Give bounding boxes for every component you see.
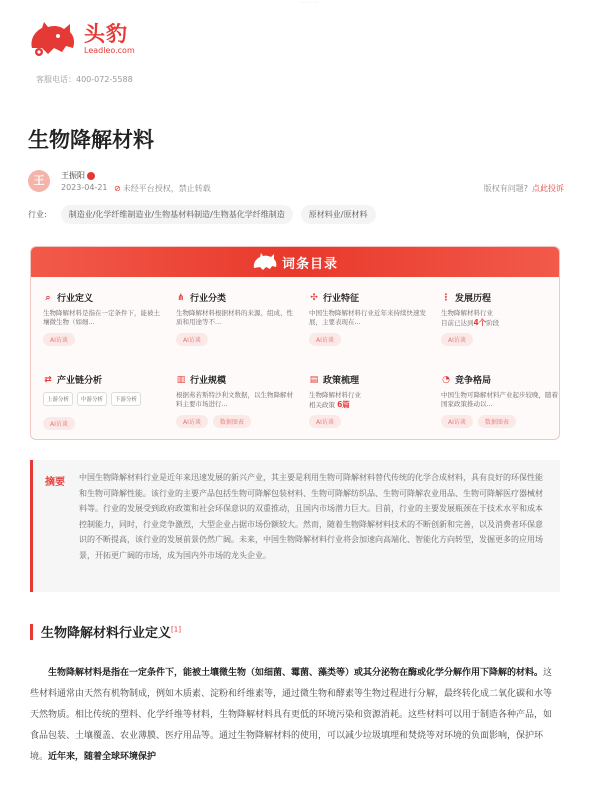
toc-desc-mid: 目前已达到 <box>441 319 474 327</box>
data-chart-chip[interactable]: 数据图表 <box>213 415 251 428</box>
toc-item-desc: 中国生物可降解材料产业起步较晚，随着国家政策推动以... <box>441 391 558 408</box>
toc-item-competition[interactable] <box>441 373 559 428</box>
industry-label: 行业: <box>28 210 47 219</box>
section-title-text: 生物降解材料行业定义 <box>41 626 172 641</box>
ban-icon: ⊘ <box>114 184 121 193</box>
author-name-line <box>61 170 95 181</box>
bar-chart-icon: ▥ <box>176 374 186 385</box>
toc-item-title: 行业规模 <box>190 376 227 386</box>
ai-interview-chip[interactable]: AI访谈 <box>441 415 473 428</box>
section-bar <box>30 624 33 640</box>
leopard-logo-icon <box>28 18 78 60</box>
toc-item-title-row <box>309 291 427 304</box>
toc-item-desc: 中国生物降解材料行业近年来持续快速发展，主要表现在... <box>309 309 426 326</box>
pie-chart-icon: ◔ <box>442 374 450 385</box>
industry-row <box>28 205 384 224</box>
copyright-report <box>484 183 564 194</box>
toc-item-chips <box>441 415 559 428</box>
ai-interview-chip[interactable]: AI访谈 <box>43 417 75 430</box>
toc-item-chips <box>43 333 161 346</box>
verified-badge-icon <box>87 172 95 180</box>
toc-panel <box>30 246 560 440</box>
toc-desc-mid: 相关政策 <box>309 401 335 409</box>
timeline-icon: ⋮ <box>441 292 451 303</box>
search-chart-icon: ⌕ <box>45 292 51 303</box>
toc-title: 词条目录 <box>281 256 338 272</box>
copyright-question: 版权有问题? <box>483 184 528 193</box>
toc-item-chips <box>176 333 294 346</box>
toc-item-title: 发展历程 <box>455 294 492 304</box>
toc-item-desc: 生物降解材料根据材料的来源、组成、性质和用途等不... <box>176 309 293 326</box>
logo-text <box>84 22 135 56</box>
toc-item-desc <box>309 391 427 409</box>
toc-item-desc: 根据弗若斯特沙利文数据，以生物降解材料主要市场进行... <box>176 391 293 408</box>
toc-item-title: 行业定义 <box>57 294 94 304</box>
toc-item-title-row <box>441 373 559 386</box>
toc-item-classification[interactable] <box>176 291 294 346</box>
report-link[interactable]: 点此投诉 <box>532 184 564 193</box>
toc-desc-prefix: 生物降解材料行业 <box>309 391 361 399</box>
toc-item-title-row <box>43 291 161 304</box>
abstract-text: 中国生物降解材料行业是近年来迅速发展的新兴产业，其主要是利用生物可降解材料替代传统的化学合成材料，具有良好的环保性能和生物可降解性能。该行业的主要产品包括生物可降解包装材料、生物可降解纺织品、生物可降解农业用品、生物可降解医疗器械材料等。行业的发展受到政府政策和社会环保意识的双重推动，且国内市场潜力巨大。目前，行业的主要发展瓶颈在于技术水平和成本控制能力，同时，行业竞争激烈，大型企业占据市场份额较大。然而，随着生物降解材料技术的不断创新和完善，以及消费者环保意识的不断提高，该行业的发展前景仍然广阔。未来，中国生物降解材料行业将会加速向高端化、智能化方向转型，发掘更多的应用场景，开拓更广阔的市场，成为国内外市场的龙头企业。 <box>79 473 543 560</box>
industry-tag[interactable]: 制造业/化学纤维制造业/生物基材料制造/生物基化学纤维制造 <box>61 205 293 224</box>
abstract-label: 摘要 <box>45 477 65 488</box>
toc-item-chips <box>441 333 559 346</box>
toc-item-history[interactable] <box>441 291 559 346</box>
toc-item-chips <box>43 417 161 430</box>
avatar[interactable]: 王 <box>28 170 50 192</box>
toc-item-title-row <box>176 373 294 386</box>
leopard-icon <box>252 252 278 272</box>
author-row <box>28 170 564 194</box>
top-watermark: ··· ··· ··· <box>300 0 318 6</box>
toc-item-title: 政策梳理 <box>323 376 360 386</box>
chain-subchips <box>43 392 161 406</box>
toc-desc-prefix: 生物降解材料行业 <box>441 309 493 317</box>
section-title <box>41 622 181 641</box>
toc-item-desc: 生物降解材料是指在一定条件下，能被土壤微生物（如细... <box>43 309 160 326</box>
ai-interview-chip[interactable]: AI访谈 <box>176 415 208 428</box>
page-title: 生物降解材料 <box>28 128 154 152</box>
upstream-chip[interactable]: 上游分析 <box>43 392 73 406</box>
toc-item-title-row <box>441 291 559 304</box>
ai-interview-chip[interactable]: AI访谈 <box>43 333 75 346</box>
toc-item-chips <box>176 415 294 428</box>
body-bold-lead: 生物降解材料是指在一定条件下，能被土壤微生物（如细菌、霉菌、藻类等）或其分泌物在酶或化学分解作用下降解的材料。 <box>48 668 544 678</box>
body-bold-tail: 近年来，随着全球环境保护 <box>48 752 157 762</box>
industry-tag[interactable]: 原材料业/原材料 <box>301 205 376 224</box>
publish-date: 2023-04-21 <box>61 183 108 192</box>
chain-icon: ⇄ <box>44 374 52 385</box>
footnote-ref[interactable]: [1] <box>171 625 181 634</box>
ai-interview-chip[interactable]: AI访谈 <box>441 333 473 346</box>
service-phone: 客服电话：400-072-5588 <box>36 75 133 84</box>
toc-item-policy[interactable] <box>309 373 427 428</box>
no-repost-text: 未经平台授权，禁止转载 <box>122 184 211 193</box>
no-repost-notice <box>114 183 211 194</box>
toc-item-title-row <box>176 291 294 304</box>
toc-item-industry-chain[interactable] <box>43 373 161 430</box>
toc-item-market-size[interactable] <box>176 373 294 428</box>
hierarchy-icon: ⋔ <box>177 292 185 303</box>
policy-icon: ▤ <box>309 374 319 385</box>
toc-header <box>31 247 559 277</box>
abstract-box <box>30 460 560 592</box>
toc-desc-highlight: 4个 <box>473 318 487 327</box>
toc-item-title: 产业链分析 <box>57 376 103 386</box>
ai-interview-chip[interactable]: AI访谈 <box>309 415 341 428</box>
toc-item-desc <box>441 309 559 327</box>
toc-item-title: 竞争格局 <box>455 376 492 386</box>
logo-english: Leadleo.com <box>84 46 135 55</box>
ai-interview-chip[interactable]: AI访谈 <box>309 333 341 346</box>
body-text: 这些材料通常由天然有机物制成，例如木质素、淀粉和纤维素等，通过微生物和酵素等生物过程进行分解，最终转化成二氧化碳和水等天然物质。相比传统的塑料、化学纤维等材料，生物降解材料具有更低的环境污染和资源消耗。这些材料可以用于制造各种产品，如食品包装、土壤覆盖、农业薄膜、医疗用品等。通过生物降解材料的使用，可以减少垃圾填埋和焚烧等对环境的负面影响，保护环境。 <box>30 668 553 762</box>
toc-item-title-row <box>43 373 161 386</box>
toc-desc-highlight: 6篇 <box>337 400 350 409</box>
midstream-chip[interactable]: 中游分析 <box>77 392 107 406</box>
data-chart-chip[interactable]: 数据图表 <box>478 415 516 428</box>
toc-item-title-row <box>309 373 427 386</box>
toc-item-chips <box>309 415 427 428</box>
toc-item-title: 行业分类 <box>190 294 227 304</box>
toc-desc-suffix: 阶段 <box>486 319 500 327</box>
section-body <box>30 663 560 768</box>
toc-item-definition[interactable] <box>43 291 161 346</box>
downstream-chip[interactable]: 下游分析 <box>111 392 141 406</box>
leadleo-logo[interactable] <box>28 18 135 60</box>
toc-item-chips <box>309 333 427 346</box>
toc-item-features[interactable] <box>309 291 427 346</box>
logo-chinese: 头豹 <box>84 22 128 46</box>
author-name[interactable]: 王振阳 <box>61 171 85 180</box>
ai-interview-chip[interactable]: AI访谈 <box>176 333 208 346</box>
network-icon: ✣ <box>310 292 318 303</box>
toc-item-title: 行业特征 <box>323 294 360 304</box>
section-heading <box>30 622 181 641</box>
